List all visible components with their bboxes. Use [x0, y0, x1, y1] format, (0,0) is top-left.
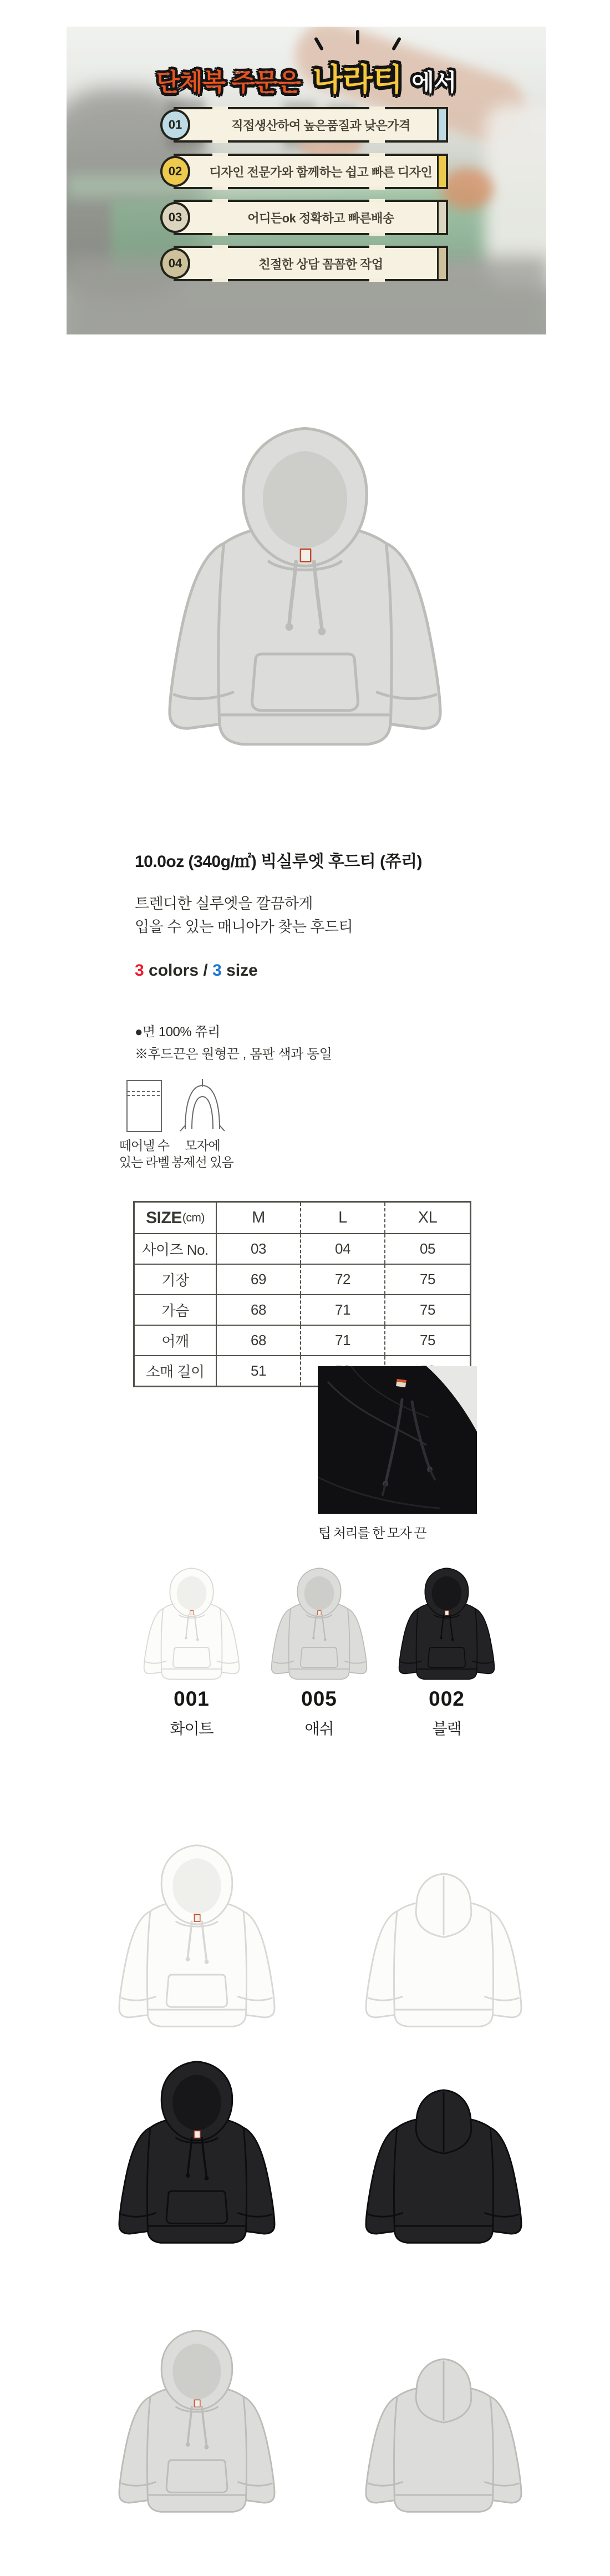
colorway-code: 002	[429, 1687, 465, 1710]
feature-accent-bar	[437, 156, 446, 187]
col-l: L	[301, 1203, 385, 1233]
feature-number-badge: 01	[160, 109, 190, 140]
ash-hoodie-front-image	[100, 2324, 294, 2538]
table-row: 가슴 68 71 75	[135, 1294, 470, 1325]
product-title: 10.0oz (340g/㎡) 빅실루엣 후드티 (쮸리)	[135, 853, 423, 871]
colors-count: 3	[135, 961, 144, 980]
feature-accent-bar	[437, 109, 446, 140]
feature-item-2	[168, 154, 448, 189]
closeup-caption: 팁 처리를 한 모자 끈	[318, 1526, 426, 1541]
ash-hoodie-back-image	[347, 2324, 541, 2538]
swatch-white-front	[132, 1564, 251, 1695]
spark-icon	[356, 30, 359, 44]
banner-brand-name: 나라티	[312, 62, 403, 97]
colorway-code: 005	[301, 1687, 337, 1710]
black-hoodie-back-image	[347, 2055, 541, 2269]
feature-accent-bar	[437, 248, 446, 279]
hero-product-image-ash-front	[136, 417, 474, 789]
feature-number-badge: 04	[160, 248, 190, 279]
colorway-code: 001	[174, 1687, 210, 1710]
feature-text: 직접생산하여 높은품질과 낮은가격	[231, 118, 410, 133]
banner-title-part1: 단체복 주문은	[156, 69, 301, 96]
banner-title	[67, 55, 546, 100]
feature-number-badge: 03	[160, 202, 190, 233]
feature-item-4	[168, 246, 448, 281]
removable-label-icon	[125, 1079, 164, 1133]
table-row: 사이즈 No. 03 04 05	[135, 1233, 470, 1264]
drawstring-closeup-image	[318, 1366, 477, 1514]
swatch-ash-front	[260, 1564, 379, 1695]
feature-text: 어디든ok 정확하고 빠른배송	[247, 211, 394, 225]
table-row: 기장 69 72 75	[135, 1264, 470, 1294]
feature-item-1	[168, 107, 448, 143]
table-row: 어깨 68 71 75	[135, 1325, 470, 1355]
feature-accent-bar	[437, 202, 446, 233]
feature-item-3	[168, 200, 448, 235]
col-xl: XL	[418, 1209, 438, 1226]
colorway-name: 애쉬	[304, 1720, 334, 1737]
promo-banner	[67, 27, 546, 334]
size-table-header: SIZE (cm) M L XL	[135, 1203, 470, 1233]
white-hoodie-back-image	[347, 1839, 541, 2052]
removable-label-caption: 떼어낼 수 있는 라벨	[119, 1138, 170, 1169]
banner-title-part2: 에서	[411, 69, 457, 95]
white-hoodie-front-image	[100, 1839, 294, 2052]
drawstring-note: ※후드끈은 원형끈 , 몸판 색과 동일	[135, 1047, 332, 1062]
size-table	[133, 1201, 471, 1387]
material-note: ●면 100% 쮸리	[135, 1025, 220, 1039]
colorway-name: 화이트	[170, 1720, 214, 1737]
feature-text: 디자인 전문가와 함께하는 쉽고 빠른 디자인	[209, 165, 433, 179]
hood-seam-icon	[179, 1078, 226, 1133]
banner-brand-wrap	[313, 55, 403, 100]
size-count: 3	[212, 961, 222, 980]
swatch-black-front	[387, 1564, 506, 1695]
colorway-name: 블랙	[432, 1720, 461, 1737]
colors-size-summary: 3 colors / 3 size	[135, 961, 258, 980]
feature-text: 친절한 상담 꼼꼼한 작업	[258, 257, 383, 271]
table-row: 소매 길이 51	[135, 1355, 470, 1386]
feature-number-badge: 02	[160, 156, 190, 187]
col-m: M	[217, 1203, 301, 1233]
product-description: 트렌디한 실루엣을 깔끔하게 입을 수 있는 매니아가 찾는 후드티	[135, 895, 353, 935]
hood-seam-caption: 모자에 봉제선 있음	[171, 1138, 233, 1169]
black-hoodie-front-image	[100, 2055, 294, 2269]
